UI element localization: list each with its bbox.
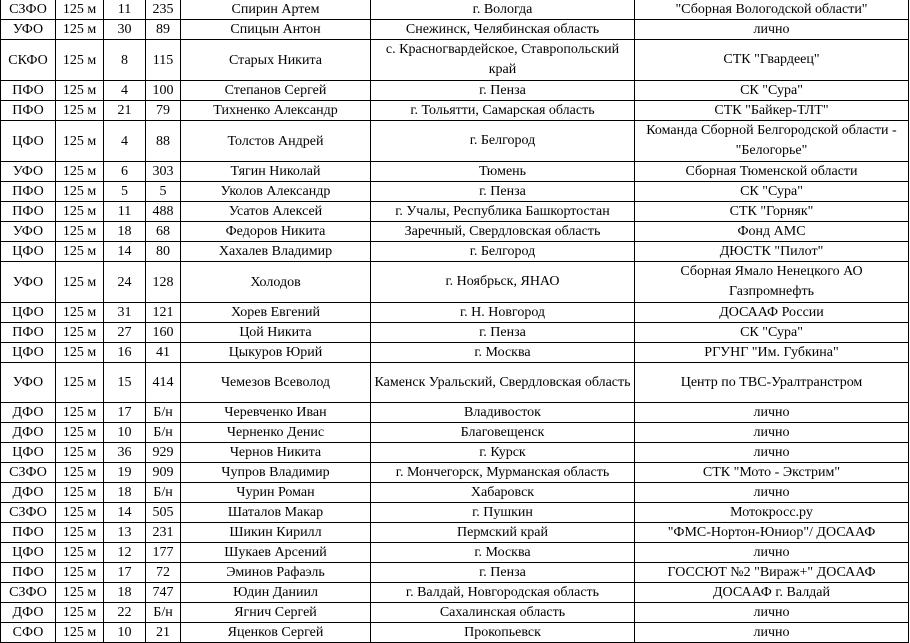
team-cell: лично bbox=[635, 623, 909, 643]
name-cell: Черненко Денис bbox=[181, 423, 371, 443]
class-cell: 125 м bbox=[56, 0, 104, 20]
city-cell: Благовещенск bbox=[371, 423, 635, 443]
table-row bbox=[1, 222, 909, 242]
team-cell: СТК "Гвардеец" bbox=[635, 40, 909, 81]
age-cell: 22 bbox=[104, 603, 146, 623]
city-cell: Прокопьевск bbox=[371, 623, 635, 643]
name-cell: Хорев Евгений bbox=[181, 303, 371, 323]
table-row bbox=[1, 101, 909, 121]
age-cell: 36 bbox=[104, 443, 146, 463]
team-cell: ДЮСТК "Пилот" bbox=[635, 242, 909, 262]
number-cell: 235 bbox=[146, 0, 181, 20]
city-cell: г. Курск bbox=[371, 443, 635, 463]
table-row bbox=[1, 603, 909, 623]
table-row bbox=[1, 443, 909, 463]
number-cell: 909 bbox=[146, 463, 181, 483]
district-cell: УФО bbox=[1, 222, 56, 242]
age-cell: 18 bbox=[104, 222, 146, 242]
name-cell: Чернов Никита bbox=[181, 443, 371, 463]
number-cell: 505 bbox=[146, 503, 181, 523]
table-row bbox=[1, 242, 909, 262]
city-cell: Каменск Уральский, Свердловская область bbox=[371, 363, 635, 403]
number-cell: 88 bbox=[146, 121, 181, 162]
district-cell: ПФО bbox=[1, 523, 56, 543]
district-cell: ПФО bbox=[1, 101, 56, 121]
city-cell: г. Тольятти, Самарская область bbox=[371, 101, 635, 121]
number-cell: 747 bbox=[146, 583, 181, 603]
district-cell: УФО bbox=[1, 363, 56, 403]
name-cell: Шикин Кирилл bbox=[181, 523, 371, 543]
team-cell: ГОССЮТ №2 "Вираж+" ДОСААФ bbox=[635, 563, 909, 583]
district-cell: ПФО bbox=[1, 563, 56, 583]
class-cell: 125 м bbox=[56, 262, 104, 303]
district-cell: СФО bbox=[1, 623, 56, 643]
number-cell: 68 bbox=[146, 222, 181, 242]
city-cell: г. Ноябрьск, ЯНАО bbox=[371, 262, 635, 303]
team-cell: ДОСААФ России bbox=[635, 303, 909, 323]
age-cell: 10 bbox=[104, 423, 146, 443]
table-row bbox=[1, 583, 909, 603]
class-cell: 125 м bbox=[56, 81, 104, 101]
table-row bbox=[1, 623, 909, 643]
age-cell: 15 bbox=[104, 363, 146, 403]
age-cell: 17 bbox=[104, 563, 146, 583]
table-row bbox=[1, 20, 909, 40]
district-cell: СЗФО bbox=[1, 0, 56, 20]
name-cell: Чупров Владимир bbox=[181, 463, 371, 483]
district-cell: УФО bbox=[1, 262, 56, 303]
table-row bbox=[1, 483, 909, 503]
team-cell: Сборная Тюменской области bbox=[635, 162, 909, 182]
number-cell: 303 bbox=[146, 162, 181, 182]
number-cell: Б/н bbox=[146, 403, 181, 423]
age-cell: 14 bbox=[104, 242, 146, 262]
age-cell: 4 bbox=[104, 81, 146, 101]
table-row bbox=[1, 303, 909, 323]
class-cell: 125 м bbox=[56, 403, 104, 423]
district-cell: СЗФО bbox=[1, 503, 56, 523]
city-cell: Тюмень bbox=[371, 162, 635, 182]
district-cell: СЗФО bbox=[1, 463, 56, 483]
number-cell: 5 bbox=[146, 182, 181, 202]
team-cell: СК "Сура" bbox=[635, 323, 909, 343]
city-cell: г. Пенза bbox=[371, 563, 635, 583]
name-cell: Юдин Даниил bbox=[181, 583, 371, 603]
class-cell: 125 м bbox=[56, 523, 104, 543]
name-cell: Федоров Никита bbox=[181, 222, 371, 242]
city-cell: г. Пенза bbox=[371, 81, 635, 101]
name-cell: Уколов Александр bbox=[181, 182, 371, 202]
age-cell: 31 bbox=[104, 303, 146, 323]
name-cell: Шаталов Макар bbox=[181, 503, 371, 523]
number-cell: 128 bbox=[146, 262, 181, 303]
class-cell: 125 м bbox=[56, 40, 104, 81]
age-cell: 5 bbox=[104, 182, 146, 202]
district-cell: ЦФО bbox=[1, 343, 56, 363]
table-row bbox=[1, 202, 909, 222]
table-row bbox=[1, 403, 909, 423]
number-cell: Б/н bbox=[146, 603, 181, 623]
class-cell: 125 м bbox=[56, 20, 104, 40]
city-cell: Хабаровск bbox=[371, 483, 635, 503]
number-cell: 231 bbox=[146, 523, 181, 543]
table-row bbox=[1, 563, 909, 583]
table-row bbox=[1, 0, 909, 20]
table-row bbox=[1, 162, 909, 182]
city-cell: г. Пенза bbox=[371, 182, 635, 202]
team-cell: "Сборная Вологодской области" bbox=[635, 0, 909, 20]
city-cell: г. Белгород bbox=[371, 121, 635, 162]
age-cell: 30 bbox=[104, 20, 146, 40]
class-cell: 125 м bbox=[56, 182, 104, 202]
district-cell: ЦФО bbox=[1, 303, 56, 323]
name-cell: Усатов Алексей bbox=[181, 202, 371, 222]
team-cell: СК "Сура" bbox=[635, 182, 909, 202]
name-cell: Старых Никита bbox=[181, 40, 371, 81]
name-cell: Цой Никита bbox=[181, 323, 371, 343]
age-cell: 24 bbox=[104, 262, 146, 303]
city-cell: г. Пушкин bbox=[371, 503, 635, 523]
number-cell: 79 bbox=[146, 101, 181, 121]
class-cell: 125 м bbox=[56, 363, 104, 403]
district-cell: ЦФО bbox=[1, 121, 56, 162]
district-cell: ДФО bbox=[1, 423, 56, 443]
class-cell: 125 м bbox=[56, 343, 104, 363]
name-cell: Эминов Рафаэль bbox=[181, 563, 371, 583]
age-cell: 27 bbox=[104, 323, 146, 343]
class-cell: 125 м bbox=[56, 623, 104, 643]
district-cell: СЗФО bbox=[1, 583, 56, 603]
city-cell: Заречный, Свердловская область bbox=[371, 222, 635, 242]
number-cell: 89 bbox=[146, 20, 181, 40]
class-cell: 125 м bbox=[56, 303, 104, 323]
team-cell: Сборная Ямало Ненецкого АО Газпромнефть bbox=[635, 262, 909, 303]
team-cell: СТК "Байкер-ТЛТ" bbox=[635, 101, 909, 121]
district-cell: ЦФО bbox=[1, 242, 56, 262]
team-cell: лично bbox=[635, 423, 909, 443]
team-cell: лично bbox=[635, 20, 909, 40]
name-cell: Хахалев Владимир bbox=[181, 242, 371, 262]
team-cell: лично bbox=[635, 603, 909, 623]
age-cell: 10 bbox=[104, 623, 146, 643]
number-cell: Б/н bbox=[146, 423, 181, 443]
city-cell: Снежинск, Челябинская область bbox=[371, 20, 635, 40]
city-cell: г. Валдай, Новгородская область bbox=[371, 583, 635, 603]
age-cell: 21 bbox=[104, 101, 146, 121]
class-cell: 125 м bbox=[56, 222, 104, 242]
number-cell: 115 bbox=[146, 40, 181, 81]
team-cell: Фонд АМС bbox=[635, 222, 909, 242]
team-cell: Команда Сборной Белгородской области - "Белогорье" bbox=[635, 121, 909, 162]
name-cell: Чурин Роман bbox=[181, 483, 371, 503]
class-cell: 125 м bbox=[56, 503, 104, 523]
name-cell: Степанов Сергей bbox=[181, 81, 371, 101]
city-cell: г. Москва bbox=[371, 543, 635, 563]
name-cell: Чемезов Всеволод bbox=[181, 363, 371, 403]
team-cell: СК "Сура" bbox=[635, 81, 909, 101]
table-row bbox=[1, 343, 909, 363]
name-cell: Ягнич Сергей bbox=[181, 603, 371, 623]
age-cell: 8 bbox=[104, 40, 146, 81]
age-cell: 11 bbox=[104, 0, 146, 20]
class-cell: 125 м bbox=[56, 583, 104, 603]
number-cell: 414 bbox=[146, 363, 181, 403]
table-row bbox=[1, 503, 909, 523]
age-cell: 18 bbox=[104, 583, 146, 603]
team-cell: лично bbox=[635, 483, 909, 503]
district-cell: ПФО bbox=[1, 182, 56, 202]
age-cell: 12 bbox=[104, 543, 146, 563]
district-cell: ДФО bbox=[1, 403, 56, 423]
name-cell: Цыкуров Юрий bbox=[181, 343, 371, 363]
city-cell: с. Красногвардейское, Ставропольский край bbox=[371, 40, 635, 81]
name-cell: Тихненко Александр bbox=[181, 101, 371, 121]
team-cell: СТК "Горняк" bbox=[635, 202, 909, 222]
class-cell: 125 м bbox=[56, 242, 104, 262]
class-cell: 125 м bbox=[56, 162, 104, 182]
table-row bbox=[1, 543, 909, 563]
city-cell: г. Мончегорск, Мурманская область bbox=[371, 463, 635, 483]
team-cell: лично bbox=[635, 443, 909, 463]
district-cell: УФО bbox=[1, 162, 56, 182]
team-cell: ДОСААФ г. Валдай bbox=[635, 583, 909, 603]
class-cell: 125 м bbox=[56, 121, 104, 162]
number-cell: 177 bbox=[146, 543, 181, 563]
team-cell: лично bbox=[635, 403, 909, 423]
table-row bbox=[1, 121, 909, 162]
table-row bbox=[1, 323, 909, 343]
city-cell: г. Москва bbox=[371, 343, 635, 363]
city-cell: г. Н. Новгород bbox=[371, 303, 635, 323]
age-cell: 4 bbox=[104, 121, 146, 162]
district-cell: ДФО bbox=[1, 483, 56, 503]
name-cell: Тягин Николай bbox=[181, 162, 371, 182]
table-body bbox=[1, 0, 909, 643]
district-cell: УФО bbox=[1, 20, 56, 40]
number-cell: 80 bbox=[146, 242, 181, 262]
district-cell: ПФО bbox=[1, 202, 56, 222]
age-cell: 13 bbox=[104, 523, 146, 543]
age-cell: 18 bbox=[104, 483, 146, 503]
table-row bbox=[1, 523, 909, 543]
name-cell: Яценков Сергей bbox=[181, 623, 371, 643]
city-cell: г. Вологда bbox=[371, 0, 635, 20]
age-cell: 17 bbox=[104, 403, 146, 423]
team-cell: РГУНГ "Им. Губкина" bbox=[635, 343, 909, 363]
table-row bbox=[1, 363, 909, 403]
class-cell: 125 м bbox=[56, 423, 104, 443]
number-cell: 121 bbox=[146, 303, 181, 323]
number-cell: 41 bbox=[146, 343, 181, 363]
age-cell: 19 bbox=[104, 463, 146, 483]
team-cell: СТК "Мото - Экстрим" bbox=[635, 463, 909, 483]
district-cell: ЦФО bbox=[1, 443, 56, 463]
city-cell: г. Белгород bbox=[371, 242, 635, 262]
age-cell: 6 bbox=[104, 162, 146, 182]
district-cell: ЦФО bbox=[1, 543, 56, 563]
age-cell: 11 bbox=[104, 202, 146, 222]
district-cell: ПФО bbox=[1, 323, 56, 343]
name-cell: Толстов Андрей bbox=[181, 121, 371, 162]
name-cell: Черевченко Иван bbox=[181, 403, 371, 423]
table-row bbox=[1, 40, 909, 81]
district-cell: ПФО bbox=[1, 81, 56, 101]
class-cell: 125 м bbox=[56, 202, 104, 222]
class-cell: 125 м bbox=[56, 443, 104, 463]
class-cell: 125 м bbox=[56, 101, 104, 121]
city-cell: Владивосток bbox=[371, 403, 635, 423]
number-cell: 100 bbox=[146, 81, 181, 101]
class-cell: 125 м bbox=[56, 323, 104, 343]
team-cell: "ФМС-Нортон-Юниор"/ ДОСААФ bbox=[635, 523, 909, 543]
district-cell: СКФО bbox=[1, 40, 56, 81]
table-row bbox=[1, 423, 909, 443]
name-cell: Спирин Артем bbox=[181, 0, 371, 20]
name-cell: Шукаев Арсений bbox=[181, 543, 371, 563]
table-row bbox=[1, 81, 909, 101]
city-cell: г. Учалы, Республика Башкортостан bbox=[371, 202, 635, 222]
class-cell: 125 м bbox=[56, 563, 104, 583]
team-cell: лично bbox=[635, 543, 909, 563]
city-cell: Сахалинская область bbox=[371, 603, 635, 623]
number-cell: 21 bbox=[146, 623, 181, 643]
district-cell: ДФО bbox=[1, 603, 56, 623]
age-cell: 16 bbox=[104, 343, 146, 363]
name-cell: Спицын Антон bbox=[181, 20, 371, 40]
number-cell: Б/н bbox=[146, 483, 181, 503]
class-cell: 125 м bbox=[56, 543, 104, 563]
class-cell: 125 м bbox=[56, 603, 104, 623]
team-cell: Центр по ТВС-Уралтранстром bbox=[635, 363, 909, 403]
table-row bbox=[1, 182, 909, 202]
number-cell: 160 bbox=[146, 323, 181, 343]
number-cell: 72 bbox=[146, 563, 181, 583]
number-cell: 929 bbox=[146, 443, 181, 463]
table-row bbox=[1, 463, 909, 483]
city-cell: Пермский край bbox=[371, 523, 635, 543]
class-cell: 125 м bbox=[56, 483, 104, 503]
class-cell: 125 м bbox=[56, 463, 104, 483]
city-cell: г. Пенза bbox=[371, 323, 635, 343]
team-cell: Мотокросс.ру bbox=[635, 503, 909, 523]
table-row bbox=[1, 262, 909, 303]
number-cell: 488 bbox=[146, 202, 181, 222]
age-cell: 14 bbox=[104, 503, 146, 523]
name-cell: Холодов bbox=[181, 262, 371, 303]
